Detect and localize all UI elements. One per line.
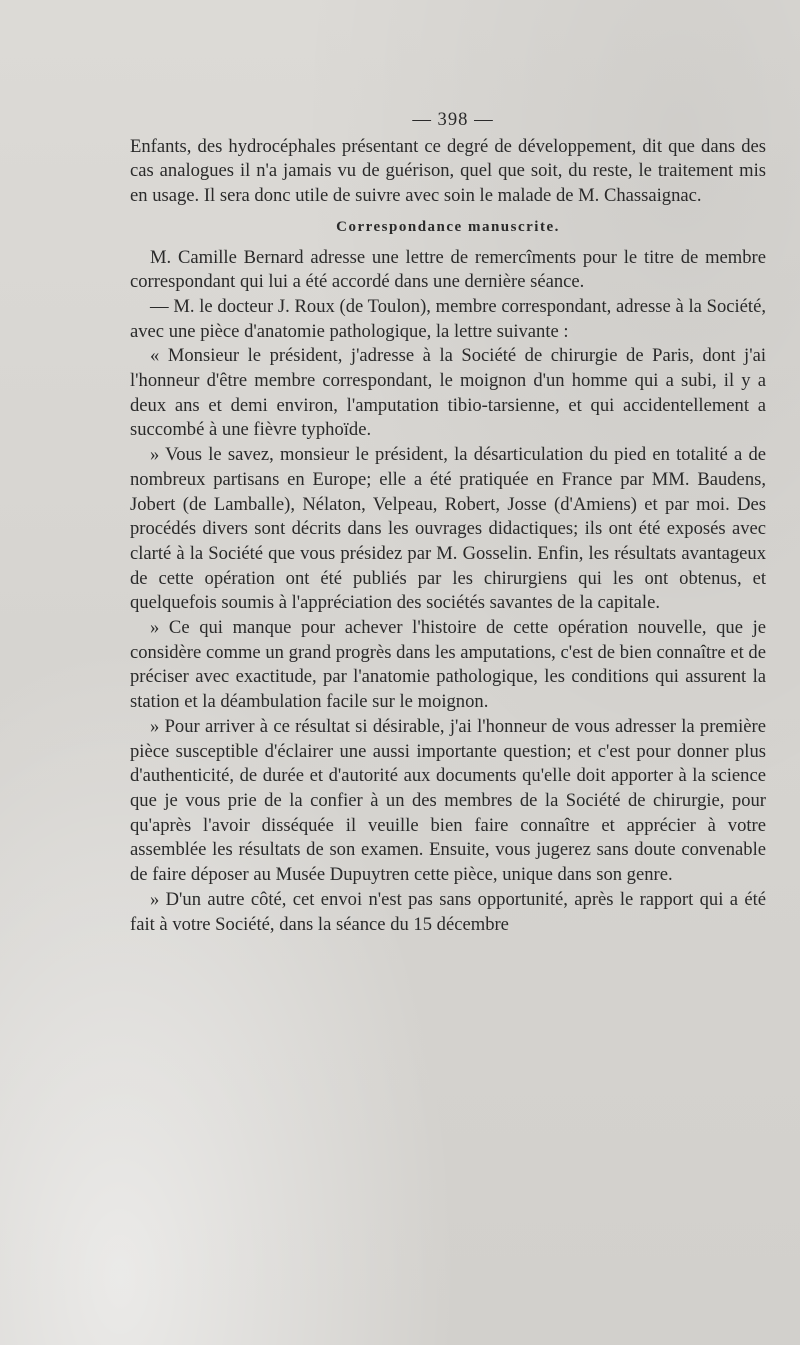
paragraph-letter-5: » D'un autre côté, cet envoi n'est pas sans opportunité, après le rapport qui a été fait à votre Société, dans la séance du 15 décembre <box>130 888 766 935</box>
paragraph-camille-bernard: M. Camille Bernard adresse une lettre de remercîments pour le titre de membre correspondant qui lui a été accordé dans une dernière séance. <box>130 246 766 293</box>
page-number: — 398 — <box>412 109 494 130</box>
paragraph-letter-4: » Pour arriver à ce résultat si désirable, j'ai l'honneur de vous adresser la première pièce susceptible d'éclairer une aussi importante question; et c'est pour donner plus d'authenticité, de durée et d'autorité aux documents qu'elle doit apporter à la science que je vous prie de la confier à un des membres de la Société de chirurgie, pour qu'après l'avoir disséquée il veuille bien faire connaître et apprécier à votre assemblée les résultats de son examen. Ensuite, vous jugerez sans doute convenable de faire déposer au Musée Dupuytren cette pièce, unique dans son genre. <box>130 715 766 886</box>
page-text <box>130 108 766 937</box>
section-heading: Correspondance manuscrite. <box>336 218 560 235</box>
intro-paragraph: Enfants, des hydrocéphales présentant ce degré de développement, dit que dans des cas analogues il n'a jamais vu de guérison, quel que soit, du reste, le traitement mis en usage. Il sera donc utile de suivre avec soin le malade de M. Chassaignac. <box>130 135 766 207</box>
paragraph-letter-1: « Monsieur le président, j'adresse à la Société de chirurgie de Paris, dont j'ai l'honneur d'être membre correspondant, le moignon d'un homme qui a subi, il y a deux ans et demi environ, l'amputation tibio-tarsienne, et qui accidentellement a succombé à une fièvre typhoïde. <box>130 345 766 441</box>
paragraph-letter-2: » Vous le savez, monsieur le président, la désarticulation du pied en totalité a de nombreux partisans en Europe; elle a été pratiquée en France par MM. Baudens, Jobert (de Lamballe), Nélaton, Velpeau, Robert, Josse (d'Amiens) et par moi. Des procédés divers sont décrits dans les ouvrages didactiques; ils ont été exposés avec clarté à la Société que vous présidez par M. Gosselin. Enfin, les résultats avantageux de cette opération ont été publiés par les chirurgiens qui les ont obtenus, et quelquefois soumis à l'appréciation des sociétés savantes de la capitale. <box>130 444 766 614</box>
paragraph-letter-3: » Ce qui manque pour achever l'histoire de cette opération nouvelle, que je considère comme un grand progrès dans les amputations, c'est de bien connaître et de préciser avec exactitude, par l'anatomie pathologique, les conditions qui assurent la station et la déambulation facile sur le moignon. <box>130 617 766 713</box>
paragraph-roux-intro: — M. le docteur J. Roux (de Toulon), membre correspondant, adresse à la Société, avec une pièce d'anatomie pathologique, la lettre suivante : <box>130 295 766 342</box>
